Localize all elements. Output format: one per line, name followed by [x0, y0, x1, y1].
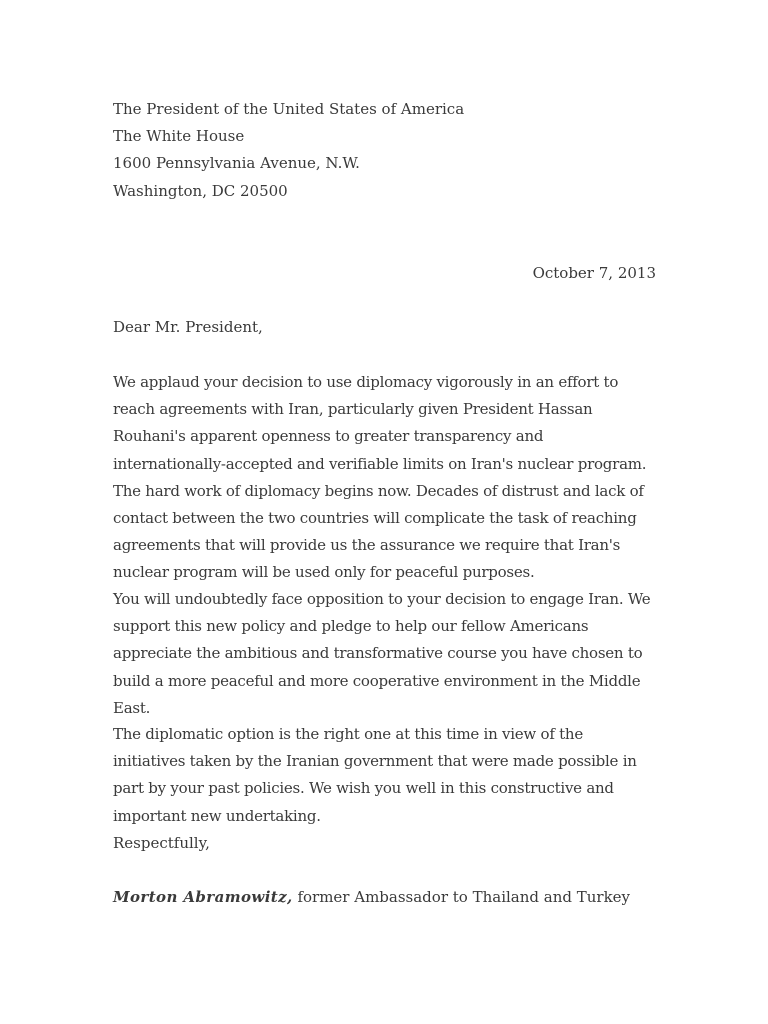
address-line: The White House — [113, 127, 245, 146]
body-paragraph: You will undoubtedly face opposition to your decision to engage Iran. We support this new policy and pledge to help our fellow Americans appreciate the ambitious and transformative course you have chosen to build a more peaceful and more cooperative environment in the Middle East. — [113, 590, 651, 717]
signatory-name: Morton Abramowitz, — [113, 888, 293, 906]
signatory-title: former Ambassador to Thailand and Turkey — [292, 888, 631, 906]
body-paragraph: The diplomatic option is the right one at this time in view of the initiatives taken by the Iranian government that were made possible in part by your past policies. We wish you well in this constructive and important new undertaking. — [113, 725, 637, 825]
salutation: Dear Mr. President, — [113, 318, 263, 336]
recipient-address — [113, 96, 658, 205]
closing: Respectfully, — [113, 834, 210, 852]
address-line: 1600 Pennsylvania Avenue, N.W. — [113, 154, 360, 173]
address-line: The President of the United States of America — [113, 100, 465, 118]
letter-date: October 7, 2013 — [532, 264, 656, 282]
address-line: Washington, DC 20500 — [113, 181, 288, 200]
body-paragraph: We applaud your decision to use diplomacy vigorously in an effort to reach agreements with Iran, particularly given President Hassan Rouhani's apparent openness to greater transparency and internationally-accepted and verifiable limits on Iran's nuclear program. The hard work of diplomacy begins now. Decades of distrust and lack of contact between the two countries will complicate the task of reaching agreements that will provide us the assurance we require that Iran's nuclear program will be used only for peaceful purposes. — [113, 373, 647, 582]
signature-line — [113, 884, 658, 911]
